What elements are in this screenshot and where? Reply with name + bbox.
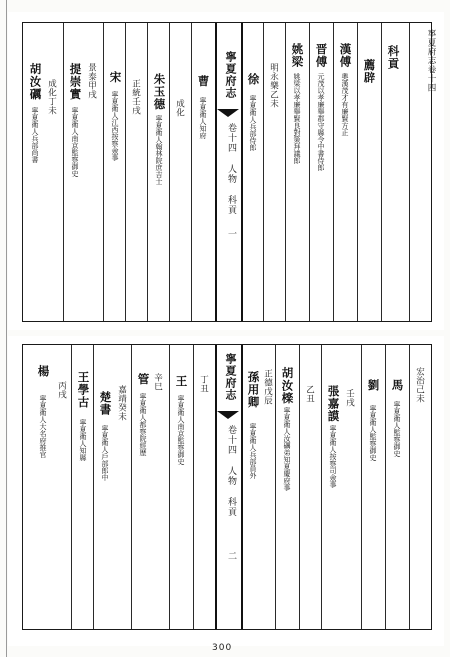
top-col-r6: 徐: [246, 73, 261, 86]
bot-col-r2-note: 寧夏衛人監察御史: [369, 405, 377, 461]
top-col-l5: 景泰甲戌: [86, 63, 97, 99]
top-col-l6-note: 寧夏衛人南京監察御史: [71, 107, 79, 177]
footer-page-number: 300: [212, 643, 233, 653]
bot-col-r1: 馬: [390, 379, 405, 392]
bot-fishtail-upper: [217, 411, 239, 419]
top-col-l2-note: 寧夏衛人翰林院庶吉士: [155, 115, 163, 185]
top-col-r6-note: 寧夏衛人兵部侍郎: [249, 95, 257, 151]
bot-gutter-folio: 二: [226, 551, 236, 561]
bot-col-r2: 劉: [366, 379, 381, 392]
top-gutter-folio: 一: [226, 229, 236, 239]
bot-col-l6-note: 寧夏衛人知縣: [79, 419, 87, 461]
bot-col-r0: 宏治己未: [414, 367, 425, 403]
bot-gutter-title: 寧夏府志: [224, 353, 237, 401]
top-col-l0: 曹: [196, 75, 211, 88]
top-col-l1: 成化: [174, 99, 185, 117]
bot-col-r4: 張嘉謨: [326, 385, 341, 423]
top-col-l7: 成化丁未: [46, 79, 57, 115]
top-col-r3-note: 元茂以孝廉舉郡守縣令中書侍郎: [317, 73, 325, 171]
bot-col-l5: 楚書: [98, 391, 113, 416]
bot-col-r1-note: 寧夏衛人監察御史: [393, 401, 401, 457]
bot-gutter-middle: 卷十四 人物 科貢: [226, 425, 236, 517]
bot-col-r3: 壬戌: [344, 389, 355, 407]
top-col-r1: 薦辟: [362, 59, 377, 84]
top-page-frame: [22, 22, 436, 322]
top-col-l4-note: 寧夏衛人江西按察僉事: [111, 91, 119, 161]
bot-col-r7: 正德戊辰: [262, 369, 273, 405]
bot-col-l8-note: 寧夏衛人大名府推官: [39, 395, 47, 458]
top-running-title: 寧夏府志卷十四: [426, 29, 436, 92]
top-col-r2-note: 奧漢茂才有廉賢方正: [341, 73, 349, 136]
top-gutter-title: 寧夏府志: [224, 51, 237, 99]
bot-col-l0: 丁丑: [198, 375, 209, 393]
top-col-l3: 正統壬戌: [130, 79, 141, 115]
bot-col-l3: 管: [136, 373, 151, 386]
bot-col-r8-note: 寧夏衛人兵部員外: [249, 423, 257, 479]
top-col-r3: 晋傅: [314, 43, 329, 68]
bottom-page-frame: [22, 344, 432, 630]
bot-col-r8: 孫用卿: [246, 371, 261, 409]
top-col-l8-note: 寧夏衛人兵部尚書: [31, 107, 39, 163]
bot-col-r6: 胡汝檪: [280, 367, 295, 405]
top-col-l4: 宋: [108, 71, 123, 84]
bot-col-l6: 王學古: [76, 371, 91, 409]
top-fishtail-upper: [217, 109, 239, 117]
bot-col-l1: 王: [174, 375, 189, 388]
top-col-r4: 姚梁: [290, 43, 305, 68]
top-col-r4-note: 姚梁以孝廉舉賢良對策拜議郎: [293, 73, 301, 164]
top-col-l6: 提崇實: [68, 63, 83, 101]
bot-col-l5-note: 寧夏衛人戶部郎中: [101, 425, 109, 481]
bot-col-r6-note: 寧夏衛人汝礪弟知夏慶府事: [283, 407, 291, 491]
bot-col-l2: 辛巳: [152, 373, 163, 391]
bot-col-r5: 乙丑: [304, 385, 315, 403]
bot-col-r4-note: 寧夏衛人按察司僉事: [329, 425, 337, 488]
bot-col-l1-note: 寧夏衛人南京監察御史: [177, 395, 185, 465]
bot-col-l4: 嘉靖癸未: [116, 385, 127, 421]
bot-col-l3-note: 寧夏衛人都察院經歷: [139, 393, 147, 456]
bot-col-l8: 楊: [36, 365, 51, 378]
top-col-r0: 科貢: [386, 45, 401, 70]
bottom-page: [8, 336, 444, 646]
top-col-r5: 明永樂乙未: [268, 63, 279, 108]
top-col-l0-note: 寧夏衛人知府: [199, 97, 207, 139]
bot-col-l7: 丙戌: [56, 381, 67, 399]
top-col-l2: 朱玉德: [152, 73, 167, 111]
top-col-l8: 胡汝礪: [28, 63, 43, 101]
binding-edge: [6, 0, 7, 657]
top-gutter-middle: 卷十四 人物 科貢: [226, 123, 236, 215]
top-col-r2: 漢傅: [338, 43, 353, 68]
top-page: [8, 12, 444, 330]
